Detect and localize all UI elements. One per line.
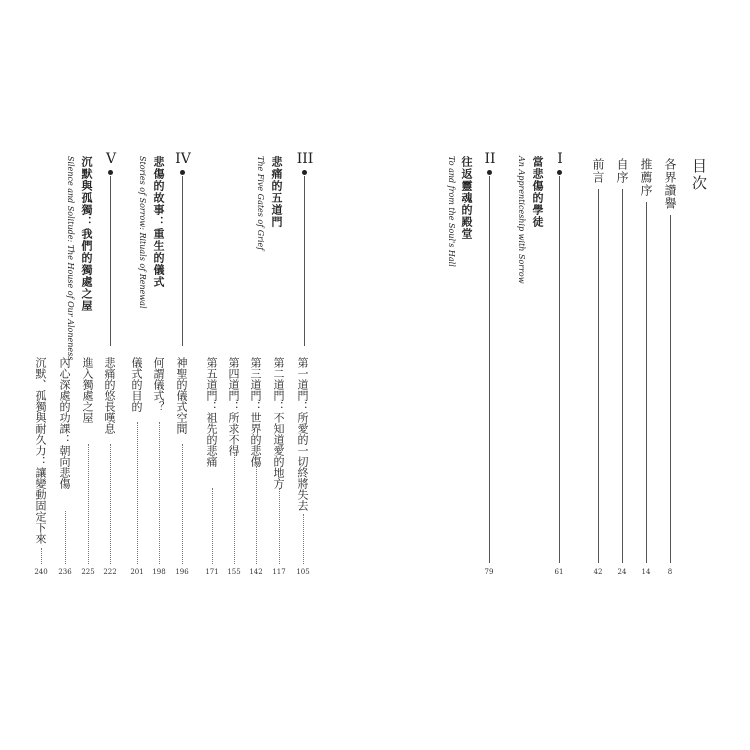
leader-line	[279, 488, 280, 564]
section-item: 儀式的目的	[130, 357, 143, 412]
leader-line	[670, 215, 671, 563]
part-title: 往返靈魂的殿堂	[460, 156, 473, 240]
leader-line	[212, 488, 213, 564]
page-number: 225	[81, 568, 95, 576]
part-title: 悲痛的五道門	[270, 156, 283, 228]
part-line	[304, 176, 305, 346]
part-dot	[108, 170, 113, 175]
leader-line	[622, 189, 623, 563]
page-number: 8	[667, 568, 673, 576]
part-dot	[557, 170, 562, 175]
page-number: 105	[296, 568, 310, 576]
leader-line	[182, 444, 183, 564]
leader-line	[598, 189, 599, 563]
section-item: 神聖的儀式空間	[175, 357, 188, 434]
section-item: 悲痛的悠長嘆息	[103, 357, 116, 434]
section-item: 第三道門：世界的悲傷	[249, 357, 262, 467]
part-title: 當悲傷的學徒	[531, 156, 544, 228]
leader-line	[41, 548, 42, 564]
leader-line	[159, 422, 160, 564]
part-subtitle: The Five Gates of Grief	[256, 156, 265, 251]
part-line	[182, 176, 183, 346]
front-matter-item: 各界讚譽	[663, 158, 677, 210]
part-dot	[180, 170, 185, 175]
page-number: 196	[175, 568, 189, 576]
section-item: 何謂儀式？	[152, 357, 165, 412]
toc-title: 目次	[690, 158, 708, 192]
part-line	[110, 176, 111, 346]
part-title: 沉默與孤獨：我們的獨處之屋	[80, 156, 93, 312]
part-numeral: IV	[175, 151, 191, 167]
page-number: 201	[130, 568, 144, 576]
page-number: 24	[617, 568, 627, 576]
page-number: 142	[249, 568, 263, 576]
part-dot	[302, 170, 307, 175]
page-number: 42	[593, 568, 603, 576]
part-subtitle: Stories of Sorrow: Rituals of Renewal	[138, 156, 147, 309]
front-matter-item: 自序	[615, 158, 629, 184]
leader-line	[110, 444, 111, 564]
front-matter-item: 前言	[591, 158, 605, 184]
leader-line	[137, 422, 138, 564]
section-item: 第一道門：所愛的一切終將失去	[296, 357, 309, 511]
part-dot	[487, 170, 492, 175]
section-item: 沉默、孤獨與耐久力：讓變動固定下來	[34, 357, 47, 544]
page-number: 61	[554, 568, 564, 576]
leader-line	[256, 466, 257, 564]
part-title: 悲傷的故事：重生的儀式	[152, 156, 165, 288]
leader-line	[303, 514, 304, 564]
part-subtitle: To and from the Soul's Hall	[447, 156, 456, 267]
leader-line	[88, 444, 89, 564]
section-item: 第二道門：不知道愛的地方	[272, 357, 285, 489]
page-number: 222	[103, 568, 117, 576]
leader-line	[646, 202, 647, 563]
page-number: 79	[484, 568, 494, 576]
page-number: 155	[227, 568, 241, 576]
section-item: 內心深處的功課：朝向悲傷	[58, 357, 71, 489]
page-number: 117	[272, 568, 286, 576]
leader-line	[65, 511, 66, 564]
leader-line	[234, 455, 235, 564]
part-numeral: I	[557, 151, 563, 167]
page-number: 171	[205, 568, 219, 576]
page-number: 14	[641, 568, 651, 576]
section-item: 第四道門：所求不得	[227, 357, 240, 456]
page-number: 198	[152, 568, 166, 576]
part-line	[489, 176, 490, 563]
part-subtitle: Silence and Solitude: The House of Our Aloneness	[66, 156, 75, 361]
part-numeral: III	[296, 151, 314, 167]
page-number: 240	[34, 568, 48, 576]
section-item: 進入獨處之屋	[81, 357, 94, 423]
part-subtitle: An Apprenticeship with Sorrow	[517, 156, 526, 284]
part-line	[559, 176, 560, 563]
part-numeral: II	[484, 151, 496, 167]
section-item: 第五道門：祖先的悲痛	[205, 357, 218, 467]
part-numeral: V	[105, 151, 117, 167]
front-matter-item: 推薦序	[639, 158, 653, 197]
page-number: 236	[58, 568, 72, 576]
